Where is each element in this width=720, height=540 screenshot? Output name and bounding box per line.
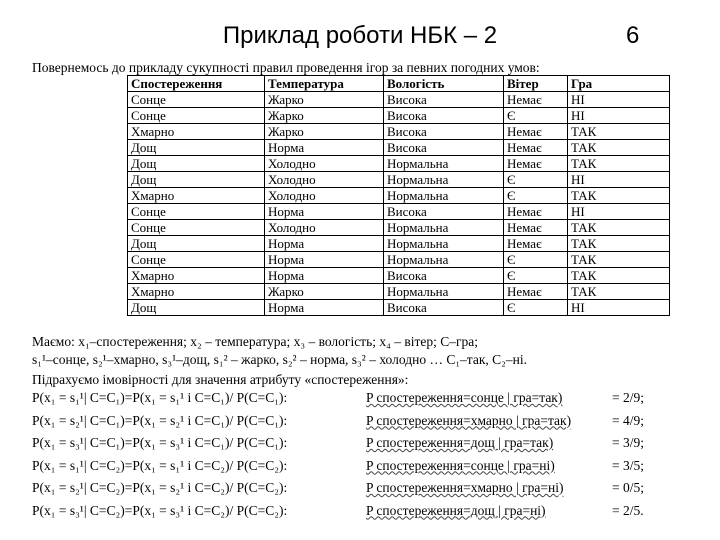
table-cell: Холодно xyxy=(265,188,384,204)
table-cell: ТАК xyxy=(568,236,670,252)
table-cell: Висока xyxy=(384,92,504,108)
table-cell: Є xyxy=(504,300,568,316)
table-row xyxy=(128,204,670,220)
intro-text: Повернемось до прикладу сукупності правил проведення ігор за певних погодних умов: xyxy=(32,60,540,75)
table-cell: Нормальна xyxy=(384,284,504,300)
formula-right-label: P спостереження=хмарно | гра=ні) xyxy=(366,480,564,495)
table-cell: ТАК xyxy=(568,268,670,284)
table-cell: Немає xyxy=(504,204,568,220)
formula-left: P(x₁ = s₂¹| C=C₁)=P(x₁ = s₂¹ і C=C₁)/ P(C=C₁): xyxy=(32,412,288,428)
header-humidity: Вологість xyxy=(384,76,504,92)
table-cell: Немає xyxy=(504,220,568,236)
table-cell: ТАК xyxy=(568,252,670,268)
notation-line-1: Маємо: x₁–спостереження; x₂ – температура; x₃ – вологість; x₄ – вітер; C–гра; xyxy=(32,334,479,349)
formula-right-label: P спостереження=сонце | гра=так) xyxy=(366,390,563,405)
slide-number: 6 xyxy=(626,22,640,49)
table-cell: Є xyxy=(504,252,568,268)
table-cell: Є xyxy=(504,268,568,284)
table-cell: Сонце xyxy=(128,108,265,124)
formula-right-label: P спостереження=сонце | гра=ні) xyxy=(366,457,555,473)
table-cell: Норма xyxy=(265,300,384,316)
header-game: Гра xyxy=(568,76,670,92)
page-title: Приклад роботи НБК – 2 xyxy=(222,22,498,49)
table-cell: Висока xyxy=(384,300,504,316)
table-row xyxy=(128,268,670,284)
table-cell: Висока xyxy=(384,124,504,140)
table-row xyxy=(128,172,670,188)
formula-left: P(x₁ = s₁¹| C=C₂)=P(x₁ = s₁¹ і C=C₂)/ P(C=C₂): xyxy=(32,457,288,473)
table-cell: ТАК xyxy=(568,220,670,236)
table-row xyxy=(128,236,670,252)
table-row xyxy=(128,188,670,204)
table-body xyxy=(128,92,670,316)
table-cell: НІ xyxy=(568,108,670,124)
table-cell: Нормальна xyxy=(384,172,504,188)
table-cell: Нормальна xyxy=(384,236,504,252)
table-row xyxy=(128,140,670,156)
table-cell: НІ xyxy=(568,92,670,108)
table-cell: Нормальна xyxy=(384,156,504,172)
table-cell: Є xyxy=(504,172,568,188)
table-cell: ТАК xyxy=(568,188,670,204)
formula-right-value: = 2/5. xyxy=(612,502,644,518)
table-row xyxy=(128,284,670,300)
table-cell: Жарко xyxy=(265,108,384,124)
rules-table xyxy=(127,75,670,316)
table-cell: Жарко xyxy=(265,92,384,108)
table-cell: Жарко xyxy=(265,124,384,140)
table-cell: Висока xyxy=(384,140,504,156)
table-cell: Є xyxy=(504,108,568,124)
table-cell: Дощ xyxy=(128,236,265,252)
formula-right-label: P спостереження=дощ | гра=так) xyxy=(366,435,554,450)
table-cell: Сонце xyxy=(128,220,265,236)
table-cell: Немає xyxy=(504,124,568,140)
table-cell: Немає xyxy=(504,284,568,300)
table-row xyxy=(128,220,670,236)
formula-left: P(x₁ = s₁¹| C=C₁)=P(x₁ = s₁¹ і C=C₁)/ P(C=C₁): xyxy=(32,390,288,405)
table-cell: Дощ xyxy=(128,172,265,188)
formula-right-value: = 3/5; xyxy=(612,457,644,473)
notation-line-2: s₁¹–сонце, s₂¹–хмарно, s₃¹–дощ, s₁² – жарко, s₂² – норма, s₃² – холодно … C₁–так, C₂–ні. xyxy=(32,352,527,367)
formula-right-value: = 0/5; xyxy=(612,480,644,495)
table-row xyxy=(128,92,670,108)
formula-left: P(x₁ = s₂¹| C=C₂)=P(x₁ = s₂¹ і C=C₂)/ P(C=C₂): xyxy=(32,480,288,495)
table-row xyxy=(128,156,670,172)
table-cell: Норма xyxy=(265,204,384,220)
table-cell: Нормальна xyxy=(384,188,504,204)
table-cell: Норма xyxy=(265,236,384,252)
table-cell: Немає xyxy=(504,140,568,156)
table-cell: ТАК xyxy=(568,284,670,300)
formula-right-value: = 4/9; xyxy=(612,412,644,428)
table-cell: Висока xyxy=(384,268,504,284)
compute-intro: Підрахуємо імовірності для значення атрибуту «спостереження»: xyxy=(32,372,409,387)
table-cell: Нормальна xyxy=(384,252,504,268)
table-cell: Є xyxy=(504,188,568,204)
table-cell: Хмарно xyxy=(128,284,265,300)
table-cell: НІ xyxy=(568,300,670,316)
formula-left: P(x₁ = s₃¹| C=C₂)=P(x₁ = s₃¹ і C=C₂)/ P(C=C₂): xyxy=(32,502,288,518)
table-cell: ТАК xyxy=(568,140,670,156)
table-cell: Хмарно xyxy=(128,124,265,140)
table-cell: Немає xyxy=(504,156,568,172)
table-cell: Норма xyxy=(265,268,384,284)
table-cell: Висока xyxy=(384,204,504,220)
table-cell: НІ xyxy=(568,204,670,220)
table-cell: Немає xyxy=(504,92,568,108)
table-cell: Холодно xyxy=(265,156,384,172)
table-cell: Сонце xyxy=(128,204,265,220)
table-cell: ТАК xyxy=(568,156,670,172)
table-cell: Висока xyxy=(384,108,504,124)
header-temperature: Температура xyxy=(265,76,384,92)
table-row xyxy=(128,252,670,268)
table-row xyxy=(128,300,670,316)
formula-left: P(x₁ = s₃¹| C=C₁)=P(x₁ = s₃¹ і C=C₁)/ P(C=C₁): xyxy=(32,435,288,450)
table-cell: Норма xyxy=(265,140,384,156)
table-cell: Немає xyxy=(504,236,568,252)
header-observation: Спостереження xyxy=(128,76,265,92)
table-cell: Нормальна xyxy=(384,220,504,236)
table-cell: ТАК xyxy=(568,124,670,140)
table-cell: Дощ xyxy=(128,300,265,316)
table-header-row xyxy=(128,76,670,92)
table-cell: Сонце xyxy=(128,92,265,108)
table-cell: Сонце xyxy=(128,252,265,268)
formula-right-label: P спостереження=дощ | гра=ні) xyxy=(366,502,546,518)
table-cell: Хмарно xyxy=(128,268,265,284)
header-wind: Вітер xyxy=(504,76,568,92)
table-cell: Холодно xyxy=(265,220,384,236)
table-cell: НІ xyxy=(568,172,670,188)
table-row xyxy=(128,124,670,140)
table-row xyxy=(128,108,670,124)
table-cell: Жарко xyxy=(265,284,384,300)
table-cell: Хмарно xyxy=(128,188,265,204)
formula-right-label: P спостереження=хмарно | гра=так) xyxy=(366,412,572,428)
table-cell: Норма xyxy=(265,252,384,268)
table-cell: Холодно xyxy=(265,172,384,188)
table-cell: Дощ xyxy=(128,140,265,156)
formula-right-value: = 3/9; xyxy=(612,435,644,450)
table-cell: Дощ xyxy=(128,156,265,172)
formula-right-value: = 2/9; xyxy=(612,390,644,405)
